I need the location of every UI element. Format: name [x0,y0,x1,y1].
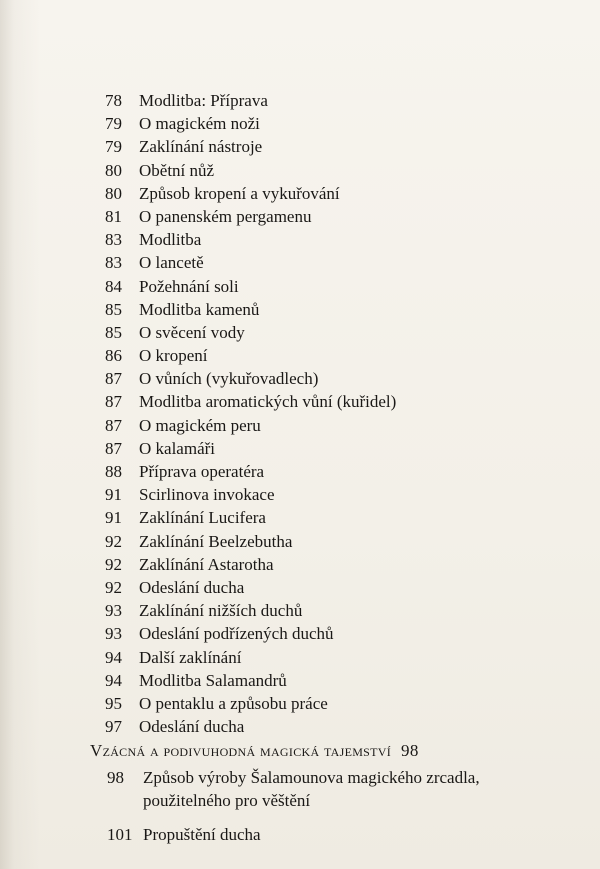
toc-entry [104,321,396,344]
entry-title: O pentaklu a způsobu práce [139,693,328,713]
entry-page-number: 83 [105,230,122,250]
entry-title: O lancetě [139,253,204,273]
entry-title: Další zaklínání [139,647,242,667]
toc-entry [104,414,396,437]
entry-page-number: 79 [105,137,122,157]
entry-title: O kalamáři [139,438,215,458]
toc-entry [104,182,396,205]
entry-page-number: 98 [107,768,124,787]
toc-entry [104,135,396,158]
entry-title: O kropení [139,346,208,366]
entry-page-number: 85 [105,299,122,319]
entry-title: Obětní nůž [139,160,215,180]
entry-page-number: 97 [105,717,122,737]
section-page-number: 98 [401,741,419,760]
entry-page-number: 83 [105,253,122,273]
entry-title: Způsob výroby Šalamounova magického zrcadla, použitelného pro věštění [143,768,480,810]
toc-entry [104,275,396,298]
toc-entry [104,669,396,692]
toc-entry [104,228,396,251]
toc-entry [104,823,538,846]
entry-page-number: 92 [105,554,122,574]
toc-entry [104,646,396,669]
toc-entry [104,622,396,645]
toc-entry [104,89,396,112]
entry-title: Propuštění ducha [143,825,261,844]
toc-entry [104,576,396,599]
entry-title: Modlitba: Příprava [139,91,268,110]
entry-title: Zaklínání Beelzebutha [139,531,293,551]
entry-title: Odeslání podřízených duchů [139,624,334,644]
toc-entry [104,344,396,367]
toc-entry [104,460,396,483]
toc-entry [104,367,396,390]
entry-title: Odeslání ducha [139,577,245,597]
entry-page-number: 95 [105,693,122,713]
toc-entry [104,530,396,553]
entry-page-number: 85 [105,322,122,342]
entry-page-number: 94 [105,647,122,667]
entry-title: Způsob kropení a vykuřování [139,183,340,203]
toc-entry [104,112,396,135]
entry-page-number: 78 [105,91,122,110]
entry-page-number: 84 [105,276,122,296]
entry-page-number: 80 [105,183,122,203]
entry-title: O magickém peru [139,415,261,435]
entry-title: Příprava operatéra [139,462,265,481]
entry-page-number: 87 [105,369,122,389]
toc-entry [104,205,396,228]
entry-page-number: 94 [105,670,122,690]
entry-page-number: 93 [105,624,122,644]
entry-title: Modlitba [139,230,202,250]
entry-page-number: 91 [105,485,122,505]
entry-page-number: 80 [105,160,122,180]
section-heading [90,739,419,762]
toc-entry [104,483,396,506]
toc-entry [104,390,396,413]
entry-title: Zaklínání nástroje [139,137,263,157]
entry-title: Zaklínání nižších duchů [139,601,303,621]
entry-page-number: 93 [105,601,122,621]
section-contents [104,766,538,846]
entry-title: Zaklínání Lucifera [139,508,266,528]
entry-title: Odeslání ducha [139,717,245,737]
entry-page-number: 101 [107,825,133,844]
entry-title: Zaklínání Astarotha [139,554,274,574]
entry-title: Požehnání soli [139,276,239,296]
entry-page-number: 91 [105,508,122,528]
entry-page-number: 88 [105,462,122,481]
entry-page-number: 87 [105,438,122,458]
section-title: zácná a podivuhodná magická tajemství [102,741,392,760]
toc-entry [104,506,396,529]
entry-title: O svěcení vody [139,322,245,342]
toc-entry [104,437,396,460]
table-of-contents [104,89,396,738]
entry-title: Scirlinova invokace [139,485,275,505]
toc-entry [104,159,396,182]
entry-page-number: 92 [105,531,122,551]
entry-title: O magickém noži [139,114,260,134]
toc-entry [104,599,396,622]
entry-page-number: 81 [105,206,122,226]
entry-title: O vůních (vykuřovadlech) [139,369,319,389]
entry-page-number: 92 [105,577,122,597]
entry-page-number: 87 [105,392,122,412]
toc-entry [104,298,396,321]
toc-entry [104,766,538,812]
entry-title: Modlitba Salamandrů [139,670,287,690]
toc-entry [104,251,396,274]
toc-entry [104,553,396,576]
entry-title: Modlitba aromatických vůní (kuřidel) [139,392,397,412]
toc-entry [104,692,396,715]
entry-page-number: 86 [105,346,122,366]
entry-page-number: 87 [105,415,122,435]
entry-title: Modlitba kamenů [139,299,260,319]
entry-title: O panenském pergamenu [139,206,312,226]
entry-page-number: 79 [105,114,122,134]
section-title-initial: V [90,741,103,760]
toc-entry [104,715,396,738]
